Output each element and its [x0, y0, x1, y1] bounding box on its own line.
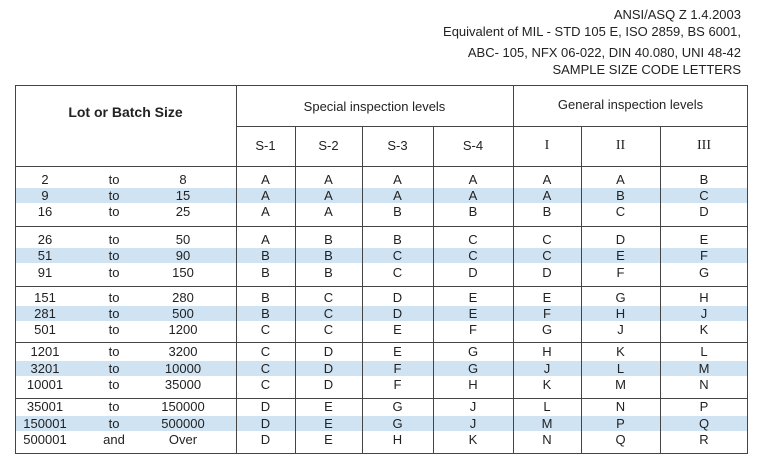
code-letter: D [260, 432, 271, 447]
lot-size-to: 35000 [164, 377, 202, 392]
lot-size-from: 35001 [26, 399, 64, 414]
code-letter: A [261, 188, 270, 203]
code-letter: A [261, 232, 270, 247]
code-letter: D [323, 344, 334, 359]
lot-size-to: 8 [179, 172, 187, 187]
lot-size-to: 15 [175, 188, 191, 203]
header-divider [236, 126, 748, 127]
code-letter: B [616, 188, 625, 203]
code-letter: G [541, 322, 553, 337]
code-letter: G [392, 399, 403, 414]
lot-size-from: 151 [34, 290, 56, 305]
lot-size-from: 2 [41, 172, 49, 187]
code-letter: G [698, 265, 710, 280]
code-letter: E [393, 322, 402, 337]
code-letter: G [467, 361, 479, 376]
lot-size-separator: and [103, 432, 125, 447]
code-letter: B [468, 204, 478, 219]
column-header-iii: III [697, 138, 711, 153]
lot-size-from: 150001 [23, 416, 67, 431]
code-letter: F [393, 361, 402, 376]
lot-size-from: 26 [37, 232, 53, 247]
code-letter: N [542, 432, 552, 447]
lot-size-separator: to [108, 399, 120, 414]
code-letter: B [261, 306, 270, 321]
lot-size-separator: to [108, 172, 120, 187]
code-letter: D [323, 377, 334, 392]
header-divider [15, 166, 748, 167]
lot-size-separator: to [108, 188, 120, 203]
code-letter: C [615, 204, 626, 219]
lot-size-to: 150 [172, 265, 194, 280]
table-border [15, 453, 748, 454]
column-header-s-3: S-3 [387, 138, 408, 153]
code-letter: E [616, 248, 625, 263]
code-letter: B [324, 232, 333, 247]
code-letter: A [324, 204, 333, 219]
general-levels-heading: General inspection levels [557, 97, 704, 112]
lot-size-from: 91 [37, 265, 53, 280]
code-letter: E [468, 290, 478, 305]
lot-size-to: 10000 [164, 361, 202, 376]
column-header-i: I [544, 138, 550, 153]
lot-size-separator: to [108, 290, 120, 305]
code-letter: B [261, 248, 270, 263]
column-header-s-4: S-4 [462, 138, 484, 153]
code-letter: B [261, 290, 270, 305]
column-header-s-2: S-2 [318, 138, 339, 153]
code-letter: M [698, 361, 710, 376]
equivalent-standards-line1: Equivalent of MIL - STD 105 E, ISO 2859, BS 6001, [443, 24, 741, 39]
code-letter: D [392, 290, 403, 305]
code-letter: C [260, 361, 271, 376]
code-letter: C [260, 377, 271, 392]
group-divider [15, 286, 748, 287]
lot-size-to: 500000 [161, 416, 205, 431]
code-letter: C [260, 344, 271, 359]
code-letter: H [615, 306, 626, 321]
code-letter: J [700, 306, 708, 321]
code-letter: D [323, 361, 334, 376]
code-letter: A [261, 204, 270, 219]
code-letter: C [392, 248, 403, 263]
code-letter: B [542, 204, 552, 219]
lot-size-to: 50 [175, 232, 191, 247]
lot-size-from: 16 [37, 204, 53, 219]
code-letter: F [543, 306, 551, 321]
code-letter: F [469, 322, 477, 337]
lot-size-separator: to [108, 322, 120, 337]
lot-size-separator: to [108, 344, 120, 359]
code-letter: K [468, 432, 478, 447]
code-letter: C [542, 232, 552, 247]
code-letter: P [616, 416, 625, 431]
code-letter: R [699, 432, 709, 447]
code-letter: J [469, 399, 477, 414]
lot-size-separator: to [108, 204, 120, 219]
code-letter: D [699, 204, 709, 219]
lot-size-to: 280 [172, 290, 194, 305]
code-letter: M [541, 416, 553, 431]
special-levels-heading: Special inspection levels [303, 99, 446, 114]
standard-reference: ANSI/ASQ Z 1.4.2003 [613, 7, 741, 22]
code-letter: Q [698, 416, 710, 431]
lot-size-separator: to [108, 306, 120, 321]
lot-size-separator: to [108, 248, 120, 263]
code-letter: A [393, 188, 402, 203]
lot-size-from: 10001 [26, 377, 64, 392]
code-letter: E [699, 232, 709, 247]
code-letter: K [616, 344, 625, 359]
sample-size-code-table [15, 85, 748, 454]
code-letter: B [324, 248, 333, 263]
lot-size-to: 90 [175, 248, 191, 263]
lot-size-to: Over [168, 432, 198, 447]
lot-size-to: 1200 [168, 322, 198, 337]
code-letter: A [542, 188, 552, 203]
code-letter: P [699, 399, 709, 414]
code-letter: E [468, 306, 478, 321]
code-letter: J [469, 416, 477, 431]
lot-size-from: 9 [41, 188, 49, 203]
code-letter: A [393, 172, 402, 187]
lot-size-from: 3201 [30, 361, 60, 376]
code-letter: Q [615, 432, 626, 447]
lot-size-to: 3200 [168, 344, 198, 359]
code-letter: A [261, 172, 270, 187]
group-divider [15, 342, 748, 343]
code-letter: E [324, 416, 333, 431]
code-letter: E [324, 399, 333, 414]
code-letter: M [615, 377, 626, 392]
table-border [15, 85, 748, 86]
code-letter: D [542, 265, 552, 280]
code-letter: B [393, 204, 402, 219]
code-letter: C [323, 306, 334, 321]
code-letter: D [468, 265, 478, 280]
lot-size-from: 500001 [23, 432, 67, 447]
code-letter: C [260, 322, 271, 337]
lot-size-separator: to [108, 416, 120, 431]
code-letter: G [467, 344, 479, 359]
lot-size-separator: to [108, 377, 120, 392]
table-caption: SAMPLE SIZE CODE LETTERS [552, 62, 741, 77]
code-letter: B [261, 265, 270, 280]
code-letter: D [615, 232, 626, 247]
lot-size-from: 281 [34, 306, 56, 321]
code-letter: A [324, 188, 333, 203]
lot-size-separator: to [108, 232, 120, 247]
code-letter: E [393, 344, 402, 359]
code-letter: B [699, 172, 709, 187]
code-letter: H [392, 432, 403, 447]
lot-size-to: 150000 [161, 399, 205, 414]
code-letter: H [699, 290, 709, 305]
code-letter: A [542, 172, 552, 187]
code-letter: J [617, 322, 624, 337]
code-letter: C [323, 290, 334, 305]
code-letter: G [392, 416, 403, 431]
lot-size-separator: to [108, 265, 120, 280]
column-header-s-1: S-1 [255, 138, 276, 153]
lot-size-from: 51 [37, 248, 53, 263]
code-letter: N [615, 399, 626, 414]
lot-size-to: 500 [172, 306, 194, 321]
lot-size-separator: to [108, 361, 120, 376]
code-letter: D [392, 306, 403, 321]
column-header-ii: II [615, 138, 626, 153]
code-letter: F [616, 265, 625, 280]
lot-size-to: 25 [175, 204, 191, 219]
code-letter: N [699, 377, 709, 392]
code-letter: L [616, 361, 625, 376]
code-letter: H [542, 344, 552, 359]
code-letter: K [542, 377, 552, 392]
code-letter: G [615, 290, 626, 305]
code-letter: C [323, 322, 334, 337]
code-letter: C [542, 248, 552, 263]
code-letter: L [700, 344, 708, 359]
code-letter: L [543, 399, 551, 414]
code-letter: F [700, 248, 708, 263]
code-letter: K [699, 322, 709, 337]
lot-size-from: 501 [34, 322, 56, 337]
code-letter: B [324, 265, 333, 280]
lot-size-from: 1201 [30, 344, 60, 359]
code-letter: J [543, 361, 551, 376]
code-letter: B [393, 232, 402, 247]
group-divider [15, 226, 748, 227]
code-letter: E [324, 432, 333, 447]
code-letter: D [260, 399, 271, 414]
code-letter: C [392, 265, 403, 280]
code-letter: A [468, 172, 478, 187]
code-letter: A [324, 172, 333, 187]
code-letter: E [542, 290, 552, 305]
code-letter: A [468, 188, 478, 203]
code-letter: A [616, 172, 625, 187]
code-letter: D [260, 416, 271, 431]
code-letter: C [468, 232, 478, 247]
code-letter: C [468, 248, 478, 263]
code-letter: H [468, 377, 478, 392]
code-letter: F [393, 377, 402, 392]
equivalent-standards-line2: ABC- 105, NFX 06-022, DIN 40.080, UNI 48-42 [467, 45, 741, 60]
code-letter: C [699, 188, 709, 203]
lot-batch-size-heading: Lot or Batch Size [68, 104, 183, 120]
